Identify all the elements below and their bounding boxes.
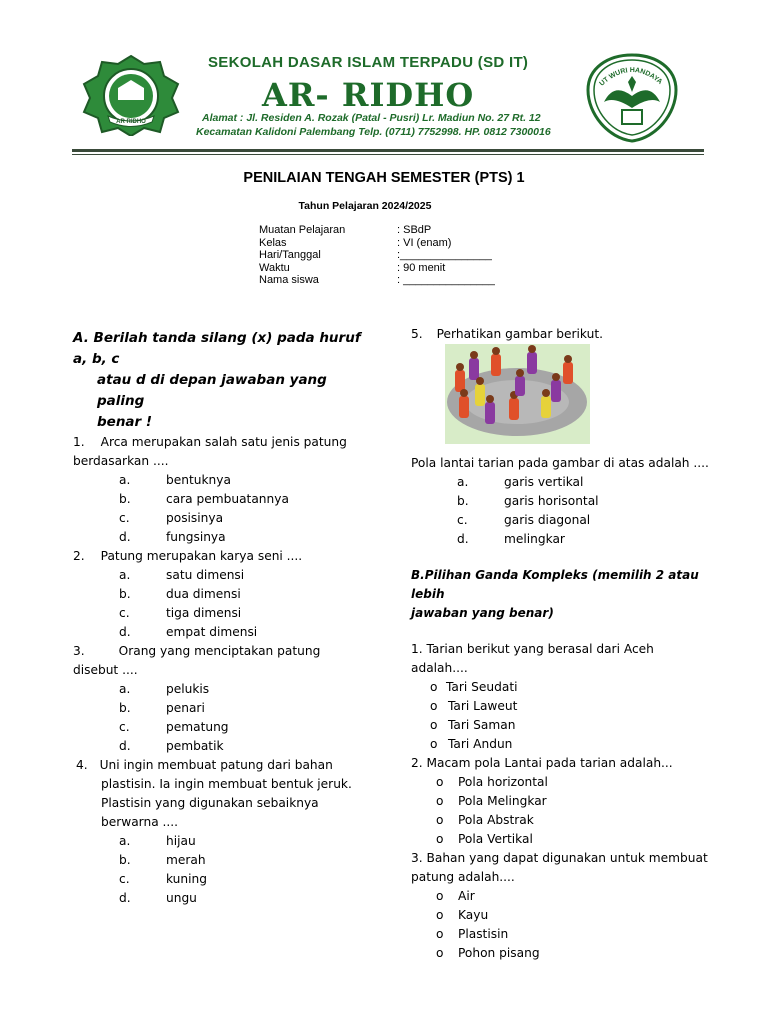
option-text: cara pembuatannya [166, 492, 289, 506]
option-letter: d. [119, 891, 131, 905]
option-text: Tari Laweut [448, 699, 518, 713]
question-line: plastisin. Ia ingin membuat bentuk jeruk. [101, 777, 352, 791]
question-number: 1. [73, 435, 85, 449]
info-value: : VI (enam) [397, 236, 452, 249]
question-text [73, 642, 373, 661]
option-text: Pohon pisang [458, 946, 540, 960]
option-letter: b. [119, 701, 131, 715]
answer-checkbox[interactable] [411, 678, 711, 697]
info-value: :_______________ [397, 249, 492, 262]
option-text: fungsinya [166, 530, 226, 544]
option-text: merah [166, 853, 206, 867]
option-letter: b. [119, 853, 131, 867]
answer-checkbox[interactable] [411, 944, 711, 963]
answer-checkbox[interactable] [411, 792, 711, 811]
question-text [411, 325, 711, 344]
section-a-heading-line2: atau d di depan jawaban yang paling [97, 372, 327, 409]
question-text [73, 433, 373, 452]
option-bullet: o [436, 775, 444, 789]
answer-checkbox[interactable] [411, 887, 711, 906]
question-line: berdasarkan .... [73, 454, 169, 468]
answer-checkbox[interactable] [411, 830, 711, 849]
option-letter: a. [119, 834, 131, 848]
info-label: Muatan Pelajaran [259, 224, 346, 236]
option-text: empat dimensi [166, 625, 258, 639]
question-line: Uni ingin membuat patung dari bahan [99, 758, 333, 772]
option-text: Air [458, 889, 475, 903]
option-text: penari [166, 701, 205, 715]
section-b-question-2 [411, 754, 711, 849]
section-b-heading [411, 566, 711, 623]
circle-dance-image [445, 344, 590, 444]
answer-option[interactable] [73, 870, 373, 889]
option-text: Kayu [458, 908, 489, 922]
answer-option[interactable] [73, 623, 373, 642]
question-number: 4. [76, 758, 88, 772]
answer-checkbox[interactable] [411, 716, 711, 735]
logo-right-text: UT WURI HANDAYA [598, 66, 664, 88]
option-text: garis diagonal [504, 513, 591, 527]
option-letter: a. [119, 473, 131, 487]
answer-option[interactable] [73, 471, 373, 490]
option-text: dua dimensi [166, 587, 241, 601]
answer-option[interactable] [73, 851, 373, 870]
info-value: : SBdP [397, 224, 432, 236]
answer-option[interactable] [73, 528, 373, 547]
option-letter: a. [457, 475, 469, 489]
info-label: Hari/Tanggal [259, 249, 321, 262]
answer-option[interactable] [411, 511, 711, 530]
academic-year: Tahun Pelajaran 2024/2025 [298, 200, 432, 212]
option-letter: c. [119, 720, 130, 734]
question-line: Patung merupakan karya seni .... [100, 549, 303, 563]
option-text: pembatik [166, 739, 224, 753]
option-letter: a. [119, 682, 131, 696]
answer-option[interactable] [73, 699, 373, 718]
answer-option[interactable] [411, 530, 711, 549]
question-line: disebut .... [73, 663, 138, 677]
option-text: ungu [166, 891, 197, 905]
section-b-question-1 [411, 640, 711, 754]
info-row-class [259, 237, 507, 250]
option-bullet: o [436, 794, 444, 808]
option-bullet: o [436, 832, 444, 846]
option-text: satu dimensi [166, 568, 245, 582]
option-text: garis horisontal [504, 494, 599, 508]
school-name: AR- RIDHO [262, 76, 475, 114]
option-bullet: o [430, 737, 438, 751]
answer-option[interactable] [73, 832, 373, 851]
question-4 [73, 756, 373, 908]
option-letter: c. [119, 511, 130, 525]
question-text [73, 756, 373, 775]
section-b-heading-line1: B.Pilihan Ganda Kompleks (memilih 2 atau lebih [411, 568, 699, 601]
left-column [73, 328, 373, 908]
option-text: pelukis [166, 682, 210, 696]
question-line: 3. Bahan yang dapat digunakan untuk membuat [411, 851, 708, 865]
answer-checkbox[interactable] [411, 811, 711, 830]
answer-checkbox[interactable] [411, 697, 711, 716]
option-text: pematung [166, 720, 229, 734]
option-bullet: o [430, 680, 438, 694]
answer-checkbox[interactable] [411, 906, 711, 925]
answer-option[interactable] [411, 492, 711, 511]
answer-checkbox[interactable] [411, 925, 711, 944]
answer-option[interactable] [411, 473, 711, 492]
option-bullet: o [436, 889, 444, 903]
question-text [73, 547, 373, 566]
question-line: Pola lantai tarian pada gambar di atas adalah .... [411, 456, 709, 470]
answer-option[interactable] [73, 566, 373, 585]
option-bullet: o [430, 699, 438, 713]
option-text: posisinya [166, 511, 224, 525]
option-letter: b. [119, 492, 131, 506]
question-line: patung adalah.... [411, 870, 515, 884]
school-logo [78, 54, 184, 136]
section-a-heading-line3: benar ! [97, 414, 153, 430]
question-line: 2. Macam pola Lantai pada tarian adalah... [411, 756, 673, 770]
question-3 [73, 642, 373, 756]
option-text: hijau [166, 834, 196, 848]
info-value: : _______________ [397, 274, 495, 287]
info-row-student-name [259, 274, 507, 287]
option-text: Plastisin [458, 927, 509, 941]
answer-option[interactable] [73, 604, 373, 623]
option-letter: d. [119, 530, 131, 544]
section-b-heading-line2: jawaban yang benar) [411, 606, 554, 620]
question-line: berwarna .... [101, 815, 179, 829]
answer-checkbox[interactable] [411, 773, 711, 792]
question-line: Perhatikan gambar berikut. [436, 327, 603, 341]
option-text: Pola Vertikal [458, 832, 533, 846]
section-a-heading [73, 328, 373, 433]
answer-checkbox[interactable] [411, 735, 711, 754]
question-2 [73, 547, 373, 642]
option-bullet: o [436, 927, 444, 941]
info-value: : 90 menit [397, 261, 446, 274]
answer-option[interactable] [73, 737, 373, 756]
info-label: Kelas [259, 236, 287, 249]
option-letter: b. [119, 587, 131, 601]
question-line: Orang yang menciptakan patung [118, 644, 321, 658]
question-line: 1. Tarian berikut yang berasal dari Aceh adalah.... [411, 642, 654, 675]
question-line: Plastisin yang digunakan sebaiknya [101, 796, 319, 810]
option-bullet: o [436, 908, 444, 922]
option-text: Tari Andun [448, 737, 513, 751]
right-column [411, 325, 711, 963]
option-text: tiga dimensi [166, 606, 242, 620]
question-1 [73, 433, 373, 547]
option-text: Pola Abstrak [458, 813, 534, 827]
question-number: 5. [411, 327, 423, 341]
info-row-date [259, 249, 507, 262]
info-label: Nama siswa [259, 274, 319, 287]
option-bullet: o [436, 813, 444, 827]
answer-option[interactable] [73, 490, 373, 509]
question-number: 2. [73, 549, 85, 563]
exam-info-table [259, 224, 507, 287]
tut-wuri-handayani-logo [584, 52, 680, 144]
option-letter: a. [119, 568, 131, 582]
option-text: melingkar [504, 532, 565, 546]
answer-option[interactable] [73, 889, 373, 908]
header-rule-thin [72, 154, 704, 155]
info-label: Waktu [259, 261, 290, 274]
question-number: 3. [73, 644, 85, 658]
header-rule-thick [72, 149, 704, 152]
option-letter: c. [119, 606, 130, 620]
option-text: Pola horizontal [458, 775, 548, 789]
letterhead [72, 50, 704, 158]
option-text: Tari Saman [448, 718, 516, 732]
logo-left-text: AR RIDHO [116, 119, 146, 125]
option-text: bentuknya [166, 473, 231, 487]
info-row-subject [259, 224, 507, 237]
option-bullet: o [436, 946, 444, 960]
option-letter: b. [457, 494, 469, 508]
exam-title: PENILAIAN TENGAH SEMESTER (PTS) 1 [243, 170, 525, 186]
option-letter: d. [119, 739, 131, 753]
option-letter: c. [457, 513, 468, 527]
answer-option[interactable] [73, 585, 373, 604]
option-letter: d. [119, 625, 131, 639]
option-letter: c. [119, 872, 130, 886]
option-text: Pola Melingkar [458, 794, 547, 808]
school-address-line2: Kecamatan Kalidoni Palembang Telp. (0711) 7752998. HP. 0812 7300016 [196, 126, 551, 138]
question-5 [411, 325, 711, 549]
answer-option[interactable] [73, 509, 373, 528]
option-text: garis vertikal [504, 475, 584, 489]
section-b-question-3 [411, 849, 711, 963]
option-bullet: o [430, 718, 438, 732]
info-row-time [259, 262, 507, 275]
section-a-heading-line1: A. Berilah tanda silang (x) pada huruf a, b, c [73, 330, 361, 367]
school-type: SEKOLAH DASAR ISLAM TERPADU (SD IT) [208, 54, 529, 71]
option-letter: d. [457, 532, 469, 546]
school-address-line1: Alamat : Jl. Residen A. Rozak (Patal - Pusri) Lr. Madiun No. 27 Rt. 12 [202, 112, 541, 124]
option-text: kuning [166, 872, 207, 886]
option-text: Tari Seudati [446, 680, 518, 694]
question-line: Arca merupakan salah satu jenis patung [100, 435, 347, 449]
answer-option[interactable] [73, 718, 373, 737]
answer-option[interactable] [73, 680, 373, 699]
